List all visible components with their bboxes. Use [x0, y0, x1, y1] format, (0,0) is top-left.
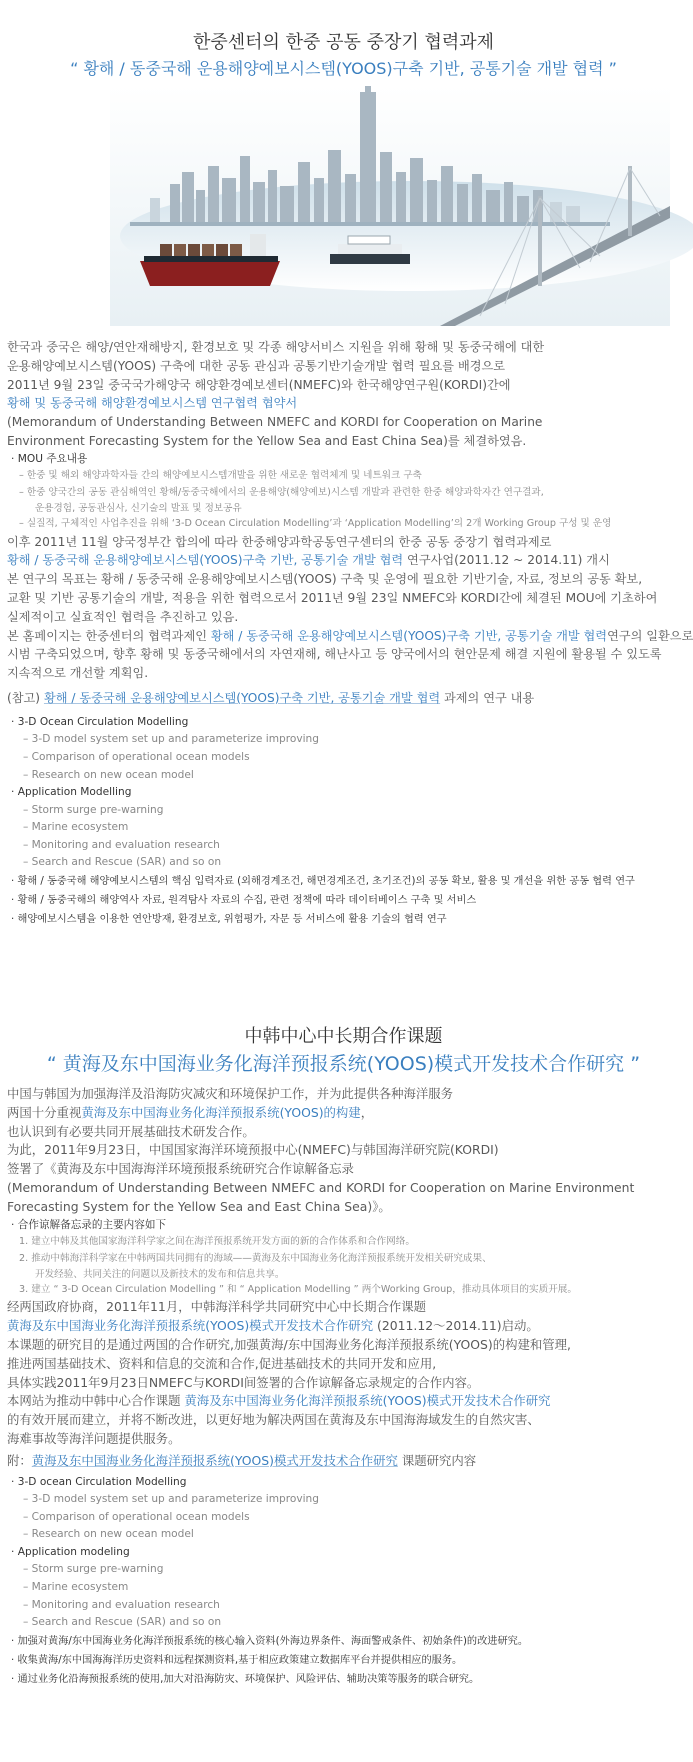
zh-goal-line: 本课题的研究目的是通过两国的合作研究,加强黄海/东中国海业务化海洋预报系统(YOOS)的构建和管理, — [7, 1336, 571, 1352]
zh-intro-line: 也认识到有必要共同开展基础技术研发合作。 — [7, 1123, 255, 1139]
ko-project-line: 이후 2011년 11월 양국정부간 합의에 따라 한중해양과학공동연구센터의 한중 공동 중장기 협력과제로 — [7, 534, 552, 549]
zh-body — [7, 1085, 683, 1689]
zh-website-link[interactable]: 黄海及东中国海业务化海洋预报系统(YOOS)模式开发技术合作研究 — [184, 1393, 551, 1409]
ko-mou-title: · MOU 주요내용 — [11, 452, 88, 465]
zh-project-line — [7, 1317, 683, 1336]
zh-title: 中韩中心中长期合作课题 — [244, 1026, 443, 1047]
ko-research-item: · 해양예보시스템을 이용한 연안방재, 환경보호, 위험평가, 자문 등 서비스에 활용 기술의 협력 연구 — [11, 914, 447, 926]
zh-intro-line: 为此，2011年9月23日，中国国家海洋环境预报中心(NMEFC)与韩国海洋研究院(KORDI) — [7, 1142, 499, 1158]
zh-research-item: · 加强对黄海/东中国海业务化海洋预报系统的核心输入资料(外海边界条件、海面警戒条件、初始条件)的改进研究。 — [11, 1635, 529, 1647]
ko-group2-title: · Application Modelling — [11, 786, 132, 799]
zh-goal-line: 具体实践2011年9月23日NMEFC与KORDI间签署的合作谅解备忘录规定的合作内容。 — [7, 1374, 480, 1390]
ko-body — [7, 338, 693, 929]
ko-homepage-line — [7, 627, 693, 646]
zh-group2-item: – Storm surge pre-warning — [23, 1563, 164, 1576]
ko-mou-english: Environment Forecasting System for the Yellow Sea and East China Sea)를 체결하였음. — [7, 433, 527, 448]
zh-mou-item: 开发经验、共同关注的问题以及新技术的发布和信息共享。 — [35, 1268, 285, 1280]
zh-group2-item: – Marine ecosystem — [23, 1581, 129, 1594]
zh-group2-title: · Application modeling — [11, 1545, 130, 1558]
ko-homepage-text: 연구의 일환으로 — [607, 628, 693, 643]
ko-intro-line: 2011년 9월 23일 중국국가해양국 해양환경예보센터(NMEFC)와 한국해양연구원(KORDI)간에 — [7, 377, 511, 392]
ko-group2-item: – Storm surge pre-warning — [23, 803, 164, 816]
ko-reference-suffix: 과제의 연구 내용 — [440, 690, 535, 705]
zh-mou-item: 2. 推动中韩海洋科学家在中韩两国共同拥有的海域——黄海及东中国海业务化海洋预报系统开发相关研究成果、 — [19, 1252, 492, 1264]
zh-research-item: · 通过业务化沿海预报系统的使用,加大对沿海防灾、环境保护、风险评估、辅助决策等服务的联合研究。 — [11, 1673, 480, 1685]
ko-homepage-line: 지속적으로 개선할 계획임. — [7, 666, 149, 681]
ko-mou-item: 운용경험, 공동관심사, 신기술의 발표 및 정보공유 — [35, 503, 242, 515]
ko-mou-item: – 한중 및 해외 해양과학자들 간의 해양예보시스템개발을 위한 새로운 협력체계 및 네트워크 구축 — [19, 470, 422, 482]
ko-intro-line: 한국과 중국은 해양/연안재해방지, 환경보호 및 각종 해양서비스 지원을 위해 황해 및 동중국해에 대한 — [7, 340, 545, 354]
zh-intro-line: 签署了《黄海及东中国海海洋环境预报系统研究合作谅解备忘录 — [7, 1161, 354, 1177]
ko-group2-item: – Monitoring and evaluation research — [23, 838, 220, 851]
ko-goal-line: 교환 및 기반 공통기술의 개발, 적용을 위한 협력으로서 2011년 9월 23일 NMEFC와 KORDI간에 체결된 MOU에 기초하여 — [7, 590, 658, 605]
ko-homepage-line: 시범 구축되었으며, 향후 황해 및 동중국해에서의 자연재해, 해난사고 등 양국에서의 현안문제 해결 지원에 활용될 수 있도록 — [7, 647, 662, 662]
zh-mou-item: 3. 建立 “ 3-D Ocean Circulation Modelling ” 和 “ Application Modelling ” 两个Working Group，推动具体项目的实质开展。 — [19, 1283, 577, 1295]
ko-subtitle: “ 황해 / 동중국해 운용해양예보시스템(YOOS)구축 기반, 공통기술 개발 협력 ” — [70, 59, 617, 78]
zh-project-period: (2011.12～2014.11)启动。 — [373, 1318, 539, 1334]
ko-project-period: 연구사업(2011.12 ~ 2014.11) 개시 — [403, 553, 610, 568]
harbor-city-illustration — [110, 86, 670, 326]
zh-mou-title: · 合作谅解备忘录的主要内容如下 — [11, 1218, 167, 1231]
ko-goal-line: 실제적이고 실효적인 협력을 추진하고 있음. — [7, 609, 239, 624]
ko-reference-line — [7, 689, 683, 708]
zh-group1-item: – 3-D model system set up and parameterize improving — [23, 1493, 319, 1506]
ko-mou-item: – 실질적, 구체적인 사업추진을 위해 ‘3-D Ocean Circulation Modelling’과 ‘Application Modelling’의 2개 Working Group 구성 및 운영 — [19, 518, 612, 530]
ko-reference-link[interactable]: 황해 / 동중국해 운용해양예보시스템(YOOS)구축 기반, 공통기술 개발 협력 — [43, 690, 441, 705]
ko-goal-line: 본 연구의 목표는 황해 / 동중국해 운용해양예보시스템(YOOS) 구축 및 운영에 필요한 기반기술, 자료, 정보의 공동 확보, — [7, 572, 643, 587]
zh-reference-line — [7, 1452, 683, 1471]
zh-group1-item: – Research on new ocean model — [23, 1528, 194, 1541]
ko-homepage-text: 본 홈페이지는 한중센터의 협력과제인 — [7, 628, 211, 643]
ko-research-item: · 황해 / 동중국해 해양예보시스템의 핵심 입력자료 (외해경계조건, 해면경계조건, 초기조건)의 공동 확보, 활용 및 개선을 위한 공동 협력 연구 — [11, 876, 635, 888]
ko-title: 한중센터의 한중 공동 중장기 협력과제 — [192, 32, 495, 53]
zh-intro-line: 中国与韩国为加强海洋及沿海防灾减灾和环境保护工作，并为此提供各种海洋服务 — [7, 1086, 454, 1101]
ko-intro-line: 운용해양예보시스템(YOOS) 구축에 대한 공동 관심과 공통기반기술개발 협력 필요를 배경으로 — [7, 358, 506, 373]
ko-project-link[interactable]: 황해 / 동중국해 운용해양예보시스템(YOOS)구축 기반, 공통기술 개발 협력 — [7, 553, 404, 568]
ko-group1-item: – 3-D model system set up and parameterize improving — [23, 733, 319, 746]
zh-reference-link[interactable]: 黄海及东中国海业务化海洋预报系统(YOOS)模式开发技术合作研究 — [31, 1452, 398, 1468]
ko-group2-item: – Marine ecosystem — [23, 821, 129, 834]
ko-homepage-link[interactable]: 황해 / 동중국해 운용해양예보시스템(YOOS)구축 기반, 공통기술 개발 협력 — [210, 628, 608, 643]
zh-group1-title: · 3-D ocean Circulation Modelling — [11, 1475, 187, 1488]
zh-mou-english: (Memorandum of Understanding Between NMEFC and KORDI for Cooperation on Marine Environment — [7, 1179, 635, 1195]
zh-website-line: 海难事故等海洋问题提供服务。 — [7, 1430, 181, 1446]
ko-group1-title: · 3-D Ocean Circulation Modelling — [11, 715, 189, 728]
zh-subtitle: “ 黄海及东中国海业务化海洋预报系统(YOOS)模式开发技术合作研究 ” — [46, 1053, 641, 1075]
zh-research-item: · 收集黄海/东中国海海洋历史资料和远程探测资料,基于相应政策建立数据库平台并提供相应的服务。 — [11, 1654, 463, 1666]
ko-group1-item: – Comparison of operational ocean models — [23, 750, 250, 763]
zh-project-line: 经两国政府协商，2011年11月，中韩海洋科学共同研究中心中长期合作课题 — [7, 1299, 427, 1315]
ko-mou-item: – 한중 양국간의 공동 관심해역인 황해/동중국해에서의 운용해양(해양예보)시스템 개발과 관련한 한중 해양과학자간 연구결과, — [19, 486, 544, 498]
zh-group2-item: – Search and Rescue (SAR) and so on — [23, 1616, 222, 1629]
zh-reference-suffix: 课题研究内容 — [397, 1452, 477, 1468]
ko-research-item: · 황해 / 동중국해의 해양역사 자료, 원격탐사 자료의 수집, 관련 정책에 따라 데이터베이스 구축 및 서비스 — [11, 895, 477, 907]
ko-mou-name: 황해 및 동중국해 해양환경예보시스템 연구협력 협약서 — [7, 396, 298, 411]
zh-reference-prefix: 附： — [7, 1452, 32, 1468]
zh-intro-line — [7, 1104, 683, 1123]
zh-intro-text: 两国十分重视 — [7, 1104, 82, 1120]
zh-yoos-link[interactable]: 黄海及东中国海业务化海洋预报系统(YOOS)的构建 — [81, 1104, 361, 1120]
ko-group2-item: – Search and Rescue (SAR) and so on — [23, 856, 222, 869]
zh-project-link[interactable]: 黄海及东中国海业务化海洋预报系统(YOOS)模式开发技术合作研究 — [7, 1318, 374, 1334]
ko-group1-item: – Research on new ocean model — [23, 768, 194, 781]
zh-website-line — [7, 1392, 683, 1411]
ko-reference-prefix: (참고) — [7, 690, 44, 705]
ko-project-line — [7, 551, 683, 570]
zh-group2-item: – Monitoring and evaluation research — [23, 1598, 220, 1611]
zh-mou-item: 1. 建立中韩及其他国家海洋科学家之间在海洋预报系统开发方面的新的合作体系和合作网络。 — [19, 1236, 415, 1248]
zh-website-line: 的有效开展而建立，并将不断改进，以更好地为解决两国在黄海及东中国海海域发生的自然灾害、 — [7, 1412, 540, 1428]
zh-goal-line: 推进两国基础技术、资料和信息的交流和合作,促进基础技术的共同开发和应用, — [7, 1355, 437, 1371]
ko-mou-english: (Memorandum of Understanding Between NMEFC and KORDI for Cooperation on Marine — [7, 415, 543, 430]
zh-intro-text: ， — [360, 1104, 374, 1120]
zh-website-text: 本网站为推动中韩中心合作课题 — [7, 1393, 185, 1409]
zh-mou-english: Forecasting System for the Yellow Sea and East China Sea)》。 — [7, 1198, 391, 1214]
zh-group1-item: – Comparison of operational ocean models — [23, 1510, 250, 1523]
